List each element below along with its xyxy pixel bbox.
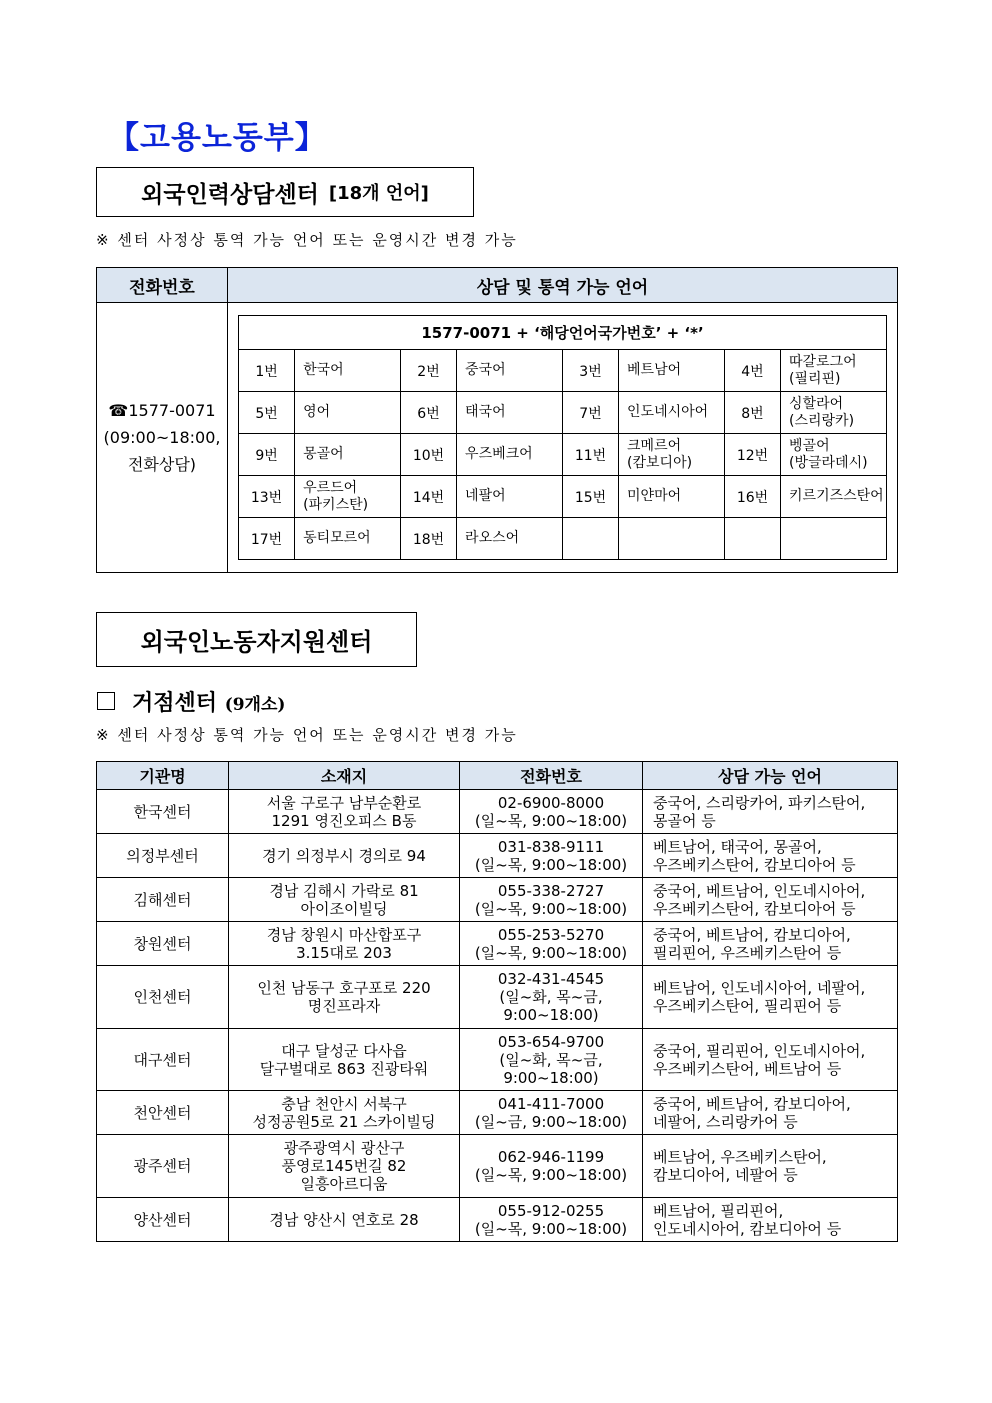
center-location [229, 966, 460, 1029]
center-languages [643, 790, 898, 834]
phone-line: 9:00~18:00) [503, 1006, 599, 1024]
language-name [781, 476, 887, 518]
center-name: 한국센터 [97, 790, 229, 834]
center-phone [460, 922, 643, 966]
phone-line: 02-6900-8000 [497, 793, 605, 812]
center-phone [460, 1135, 643, 1198]
language-name [295, 518, 401, 560]
checkbox-icon [97, 692, 115, 710]
language-row [239, 350, 887, 392]
language-number: 12번 [724, 434, 780, 476]
languages-line: 우즈베키스탄어, 필리핀어 등 [653, 997, 842, 1015]
phone-line: (일~목, 9:00~18:00) [474, 943, 628, 962]
language-name-line: 우르드어 [303, 479, 358, 496]
center-languages [643, 1091, 898, 1135]
location-line: 서울 구로구 남부순환로 [266, 793, 422, 812]
notice-text-2: ※ 센터 사정상 통역 가능 언어 또는 운영시간 변경 가능 [96, 726, 518, 744]
language-number: 15번 [562, 476, 618, 518]
language-name-line: (캄보디아) [627, 454, 693, 471]
language-name-line: 한국어 [303, 362, 344, 378]
center-location [229, 1091, 460, 1135]
center-phone [460, 966, 643, 1029]
center-name: 광주센터 [97, 1135, 229, 1198]
header-languages: 상담 가능 언어 [643, 762, 898, 790]
table-row [97, 1198, 898, 1242]
hub-center-heading [132, 686, 285, 717]
location-line: 경남 양산시 연호로 28 [269, 1210, 419, 1229]
language-name [619, 350, 725, 392]
phone-line: 031-838-9111 [497, 837, 605, 856]
location-line: 경남 창원시 마산합포구 [266, 925, 422, 944]
table-row [97, 1135, 898, 1198]
language-name-line: 태국어 [465, 404, 506, 420]
table-row [97, 922, 898, 966]
center-phone [460, 834, 643, 878]
center-languages [643, 1135, 898, 1198]
language-name-line: 네팔어 [465, 488, 506, 504]
center-name: 대구센터 [97, 1029, 229, 1091]
location-line: 일흥아르디움 [300, 1175, 388, 1193]
language-name [619, 392, 725, 434]
center-phone [460, 790, 643, 834]
dial-instruction: 1577-0071 + ‘해당언어국가번호’ + ‘*’ [239, 316, 887, 350]
location-line: 3.15대로 203 [296, 943, 392, 962]
location-line: 대구 달성군 다사읍 [281, 1041, 407, 1060]
location-line: 풍영로145번길 82 [281, 1157, 407, 1175]
language-name [457, 392, 563, 434]
languages-line: 중국어, 스리랑카어, 파키스탄어, [653, 793, 866, 812]
location-line: 광주광역시 광산구 [283, 1139, 405, 1157]
center-name: 양산센터 [97, 1198, 229, 1242]
center-location [229, 1135, 460, 1198]
section-title-language-count: [18개 언어] [328, 183, 429, 204]
language-name-line: 동티모르어 [303, 530, 371, 546]
hub-title: 거점센터 [132, 690, 218, 716]
center-location [229, 790, 460, 834]
phone-mode: 전화상담) [127, 455, 197, 474]
languages-line: 인도네시아어, 캄보디아어 등 [653, 1219, 842, 1238]
language-name-line: 라오스어 [465, 530, 520, 546]
center-languages [643, 922, 898, 966]
phone-line: 055-912-0255 [497, 1201, 605, 1220]
language-name [295, 476, 401, 518]
location-line: 명진프라자 [307, 997, 381, 1015]
languages-line: 우즈베키스탄어, 캄보디아어 등 [653, 855, 856, 874]
languages-line: 우즈베키스탄어, 캄보디아어 등 [653, 899, 856, 918]
center-phone [460, 1091, 643, 1135]
phone-line: 055-253-5270 [497, 925, 605, 944]
center-name: 천안센터 [97, 1091, 229, 1135]
header-phone: 전화번호 [460, 762, 643, 790]
languages-line: 베트남어, 필리핀어, [653, 1201, 784, 1220]
language-name-line: 인도네시아어 [627, 404, 709, 420]
language-name [295, 350, 401, 392]
language-number: 7번 [562, 392, 618, 434]
center-phone [460, 878, 643, 922]
center-name: 창원센터 [97, 922, 229, 966]
language-name [619, 518, 725, 560]
languages-line: 중국어, 베트남어, 캄보디아어, [653, 925, 851, 944]
languages-line: 베트남어, 태국어, 몽골어, [653, 837, 822, 856]
language-grid-cell [228, 303, 898, 573]
language-number [562, 518, 618, 560]
language-number [724, 518, 780, 560]
language-number: 16번 [724, 476, 780, 518]
language-name-line: 크메르어 [627, 437, 682, 454]
location-line: 달구벌대로 863 진광타워 [259, 1059, 429, 1078]
language-number: 6번 [400, 392, 456, 434]
center-location [229, 1029, 460, 1091]
notice-text: ※ 센터 사정상 통역 가능 언어 또는 운영시간 변경 가능 [96, 231, 518, 249]
section-title-foreign-workforce-center [96, 167, 474, 217]
languages-line: 캄보디아어, 네팔어 등 [653, 1166, 798, 1184]
hub-count: (9개소) [224, 695, 286, 715]
language-number: 11번 [562, 434, 618, 476]
header-languages: 상담 및 통역 가능 언어 [228, 268, 898, 303]
language-number: 18번 [400, 518, 456, 560]
center-name: 인천센터 [97, 966, 229, 1029]
language-name [781, 434, 887, 476]
phone-line: 062-946-1199 [497, 1148, 605, 1166]
table-row [97, 1091, 898, 1135]
location-line: 아이조이빌딩 [300, 899, 388, 918]
languages-line: 우즈베키스탄어, 베트남어 등 [653, 1059, 842, 1078]
language-number: 13번 [239, 476, 295, 518]
phone-line: (일~화, 목~금, [499, 988, 603, 1006]
language-number: 1번 [239, 350, 295, 392]
language-name-line: 베트남어 [627, 362, 682, 378]
table-row [97, 966, 898, 1029]
language-name [295, 434, 401, 476]
location-line: 충남 천안시 서북구 [281, 1094, 407, 1113]
header-location: 소재지 [229, 762, 460, 790]
center-location [229, 878, 460, 922]
table-row [97, 790, 898, 834]
location-line: 인천 남동구 호구포로 220 [257, 979, 431, 997]
language-number: 5번 [239, 392, 295, 434]
location-line: 경기 의정부시 경의로 94 [262, 846, 426, 865]
phone-line: (일~목, 9:00~18:00) [474, 1219, 628, 1238]
language-number: 9번 [239, 434, 295, 476]
location-line: 1291 영진오피스 B동 [271, 811, 417, 830]
phone-info-cell [97, 303, 228, 573]
language-name-line: 벵골어 [789, 437, 830, 454]
languages-line: 필리핀어, 우즈베키스탄어 등 [653, 943, 842, 962]
phone-hours: (09:00~18:00, [103, 428, 221, 447]
center-languages [643, 834, 898, 878]
language-name-line: 따갈로그어 [789, 353, 857, 370]
phone-line: 9:00~18:00) [503, 1068, 599, 1087]
language-name [619, 434, 725, 476]
language-name [619, 476, 725, 518]
language-name-line: (스리랑카) [789, 412, 855, 429]
phone-line: (일~목, 9:00~18:00) [474, 855, 628, 874]
phone-line: (일~목, 9:00~18:00) [474, 1166, 628, 1184]
language-row [239, 434, 887, 476]
languages-line: 베트남어, 인도네시아어, 네팔어, [653, 979, 866, 997]
language-name-line: (필리핀) [789, 370, 841, 387]
language-name [457, 350, 563, 392]
support-center-table [96, 761, 898, 1242]
language-name-line: 우즈베크어 [465, 446, 533, 462]
phone-line: (일~금, 9:00~18:00) [474, 1112, 628, 1131]
center-languages [643, 878, 898, 922]
language-name-line: 키르기즈스탄어 [789, 488, 884, 504]
phone-line: 055-338-2727 [497, 881, 605, 900]
language-row [239, 518, 887, 560]
language-number: 14번 [400, 476, 456, 518]
center-phone [460, 1029, 643, 1091]
language-name-line: 미얀마어 [627, 488, 682, 504]
center-phone [460, 1198, 643, 1242]
language-name-line: 몽골어 [303, 446, 344, 462]
table-row [97, 834, 898, 878]
phone-number: ☎1577-0071 [108, 401, 216, 420]
languages-line: 중국어, 베트남어, 캄보디아어, [653, 1094, 851, 1113]
section-title-text: 외국인력상담센터 [141, 181, 319, 208]
location-line: 성정공원5로 21 스카이빌딩 [252, 1112, 436, 1131]
center-name: 의정부센터 [97, 834, 229, 878]
center-languages [643, 1198, 898, 1242]
language-row [239, 392, 887, 434]
center-languages [643, 1029, 898, 1091]
language-grid [238, 315, 887, 560]
phone-line: 032-431-4545 [497, 970, 605, 988]
languages-line: 중국어, 베트남어, 인도네시아어, [653, 881, 866, 900]
languages-line: 네팔어, 스리랑카어 등 [653, 1112, 798, 1131]
language-row [239, 476, 887, 518]
language-number: 8번 [724, 392, 780, 434]
languages-line: 몽골어 등 [653, 811, 716, 830]
center-location [229, 834, 460, 878]
ministry-title: 【고용노동부】 [108, 120, 327, 156]
language-name [781, 518, 887, 560]
language-name-line: (방글라데시) [789, 454, 868, 471]
center-name: 김해센터 [97, 878, 229, 922]
center-location [229, 922, 460, 966]
center-languages [643, 966, 898, 1029]
phone-line: (일~화, 목~금, [499, 1050, 603, 1069]
language-name-line: 영어 [303, 404, 331, 420]
location-line: 경남 김해시 가락로 81 [269, 881, 419, 900]
languages-line: 베트남어, 우즈베키스탄어, [653, 1148, 827, 1166]
languages-line: 중국어, 필리핀어, 인도네시아어, [653, 1041, 866, 1060]
center-location [229, 1198, 460, 1242]
language-name [457, 518, 563, 560]
language-name-line: (파키스탄) [303, 496, 369, 513]
header-center-name: 기관명 [97, 762, 229, 790]
language-number: 10번 [400, 434, 456, 476]
language-name [457, 434, 563, 476]
language-number: 3번 [562, 350, 618, 392]
language-name-line: 중국어 [465, 362, 506, 378]
phone-line: (일~목, 9:00~18:00) [474, 899, 628, 918]
language-name [457, 476, 563, 518]
phone-line: (일~목, 9:00~18:00) [474, 811, 628, 830]
language-number: 2번 [400, 350, 456, 392]
header-phone: 전화번호 [97, 268, 228, 303]
phone-line: 053-654-9700 [497, 1032, 605, 1051]
language-number: 17번 [239, 518, 295, 560]
section-title-migrant-worker-support-center: 외국인노동자지원센터 [96, 612, 417, 667]
language-name [781, 392, 887, 434]
table-row [97, 1029, 898, 1091]
phone-line: 041-411-7000 [497, 1094, 605, 1113]
language-name [781, 350, 887, 392]
language-number: 4번 [724, 350, 780, 392]
language-name-line: 싱할라어 [789, 395, 844, 412]
call-center-table [96, 267, 898, 573]
table-row [97, 878, 898, 922]
language-name [295, 392, 401, 434]
